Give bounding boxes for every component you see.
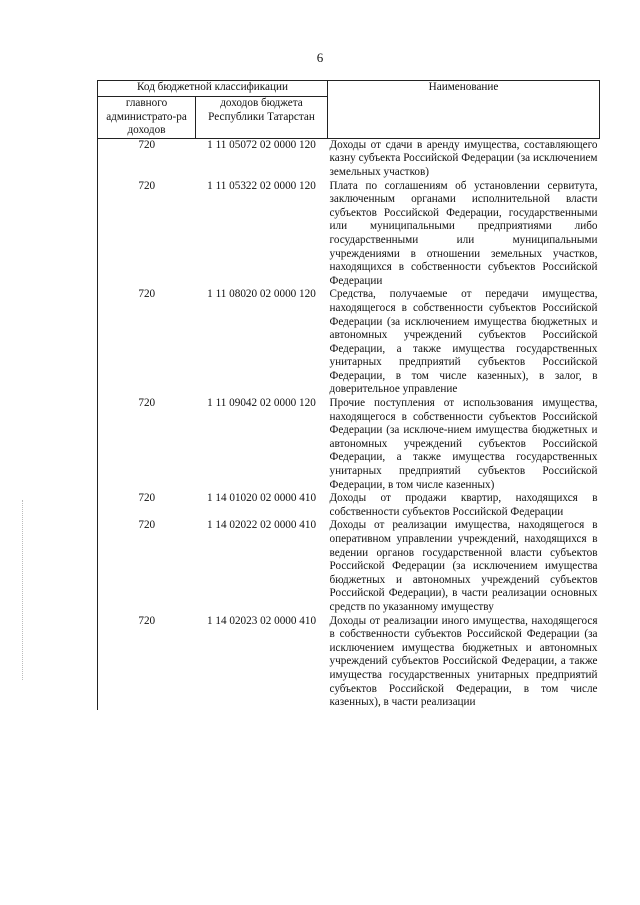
income-code: 1 11 09042 02 0000 120 <box>207 397 316 410</box>
table-row <box>98 138 600 179</box>
income-code: 1 11 05072 02 0000 120 <box>207 138 316 151</box>
income-name: Доходы от продажи квартир, находящихся в собственности субъектов Российской Федерации <box>329 492 598 518</box>
table-row <box>98 492 600 519</box>
admin-code: 720 <box>98 138 196 179</box>
table-row <box>98 615 600 710</box>
table-row <box>98 288 600 397</box>
page-number: 6 <box>316 50 324 65</box>
margin-line <box>22 500 24 680</box>
header-admin: главного администрато-ра доходов <box>98 97 196 139</box>
header-income: доходов бюджета Республики Татарстан <box>196 97 328 139</box>
admin-code: 720 <box>98 615 196 710</box>
income-name: Прочие поступления от использования имущества, находящегося в собственности субъектов Российской Федерации (за исключе-нием имущества бюджетных и автономных учреждений субъектов Российской Федерации, а также имущества государственных унитарных предприятий субъектов Российской Федерации, в том числе казенных) <box>329 397 598 491</box>
income-name: Плата по соглашениям об установлении сервитута, заключенным органами исполнительной власти субъектов Российской Федерации, государственными или муниципальными предприятиями либо государственными или муниципальными учреждениями в отношении земельных участков, находящихся в собственности субъектов Российской Федерации <box>329 179 598 287</box>
income-name: Доходы от реализации имущества, находящегося в оперативном управлении учреждений, находящихся в ведении органов государственной власти субъектов Российской Федерации (за исключением имущества бюджетных и автономных учреждений субъектов Российской Федерации), в части реализации основных средств по указанному имуществу <box>329 519 598 613</box>
header-name: Наименование <box>328 81 600 139</box>
income-code: 1 11 08020 02 0000 120 <box>207 288 316 301</box>
admin-code: 720 <box>98 288 196 397</box>
table-row <box>98 519 600 614</box>
income-name: Средства, получаемые от передачи имущества, находящегося в собственности субъектов Российской Федерации (за исключением имущества бюджетных и автономных учреждений субъектов Российской Федерации, а также имущества государственных унитарных предприятий субъектов Российской Федерации, в том числе казенных), в залог, в доверительное управление <box>329 288 598 396</box>
admin-code: 720 <box>98 180 196 289</box>
budget-classification-table <box>97 80 600 710</box>
income-code: 1 11 05322 02 0000 120 <box>207 179 316 192</box>
income-name: Доходы от реализации иного имущества, находящегося в собственности субъектов Российской Федерации (за исключением имущества бюджетных и автономных учреждений субъектов Российской Федерации, а также имущества государственных унитарных предприятий субъектов Российской Федерации, в том числе казенных), в части реализации <box>329 614 598 709</box>
income-code: 1 14 02023 02 0000 410 <box>206 614 317 627</box>
admin-code: 720 <box>98 492 196 519</box>
admin-code: 720 <box>98 397 196 492</box>
admin-code: 720 <box>98 519 196 614</box>
income-name: Доходы от сдачи в аренду имущества, составляющего казну субъекта Российской Федерации (за исключением земельных участков) <box>329 138 598 178</box>
header-group: Код бюджетной классификации <box>98 81 328 97</box>
income-code: 1 14 02022 02 0000 410 <box>206 519 317 532</box>
table-row <box>98 180 600 289</box>
table-row <box>98 397 600 492</box>
income-code: 1 14 01020 02 0000 410 <box>206 492 317 505</box>
